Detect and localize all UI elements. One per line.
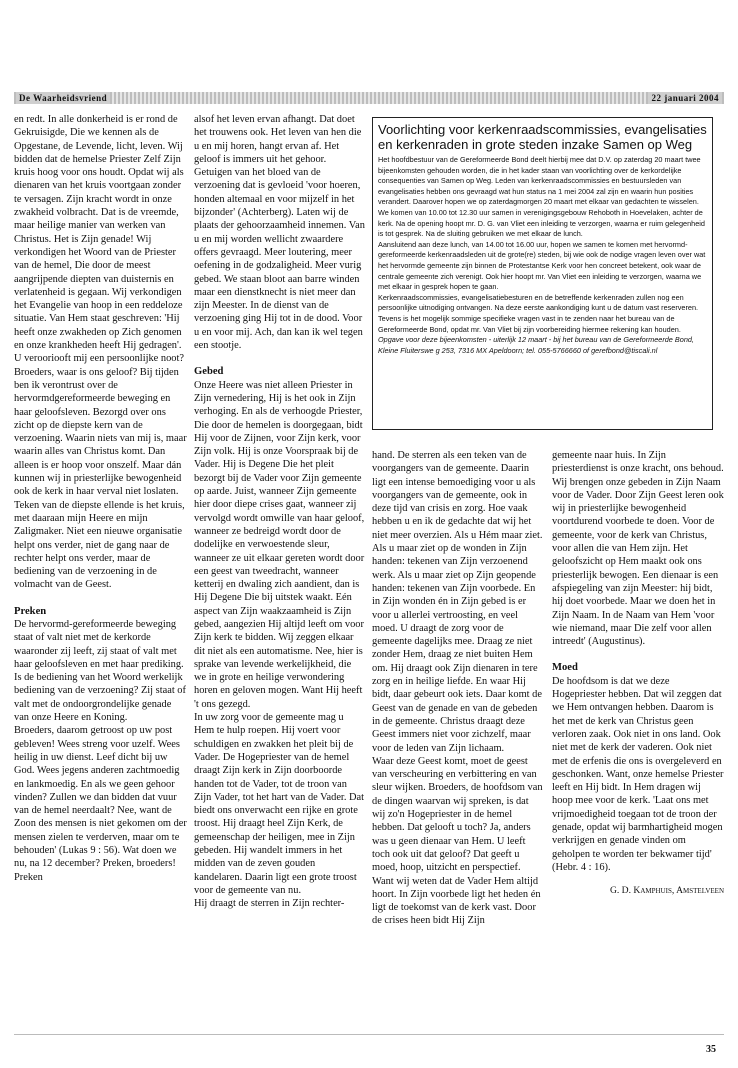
section-heading-gebed: Gebed — [194, 366, 224, 378]
paragraph: De hervormd-gereformeerde beweging staat of valt niet met de kerkorde waaronder zij leeft, zij staat of valt met haar geloofsleven en met haar prediking. Is de bediening van het Woord werkelijk bediening van de verzoening? Zij staat of valt met de ondoorgrondelijke genade van onze Heere en Koning. — [14, 618, 186, 724]
footer-rule — [14, 1034, 724, 1035]
paragraph: Waar deze Geest komt, moet de geest van verscheuring en verbittering en van sleur wijken. Broeders, de hoofdsom van de dingen waarvan wij spreken, is dat wij zo'n Hogepriester in de hemel hebben. Dat gelooft u toch? Ja, anders was u geen dienaar van Hem. U leeft toch ook uit dat geloof? Dat geeft u moed, hoop, uitzicht en perspectief. Want wij weten dat de Vader Hem altijd hoort. In Zijn voorbede ligt het heden én ligt de toekomst van de kerk vast. Door de crises heen bidt Hij Zijn — [372, 755, 543, 927]
issue-date: 22 januari 2004 — [648, 92, 722, 104]
paragraph: In uw zorg voor de gemeente mag u Hem te hulp roepen. Hij voert voor schuldigen en zwakken het pleit bij de Vader. De Hogepriester van de hemel draagt Zijn kerk in Zijn doorboorde handen tot de Vader, tot de troon van Zijn Vader, tot het hart van de Vader. Dat biedt ons onverwacht een rijke en grote troost. Hij draagt heel Zijn Kerk, de gemeenschap der heiligen, mee in Zijn gebeden. Hij wandelt immers in het midden van de zeven gouden kandelaren. Daarin ligt een grote troost voor de gemeente van nu. — [194, 712, 365, 896]
announcement-registration: Opgave voor deze bijeenkomsten - uiterlijk 12 maart - bij het bureau van de Gereformeerde Bond, Kleine Fluiterswe g 253, 7316 MX Apeldoorn; tel. 055-5766660 of gerefbond@tiscali.nl — [378, 335, 694, 355]
section-heading-preken: Preken — [14, 605, 47, 617]
paragraph: De hoofdsom is dat we deze Hogepriester hebben. Dat wil zeggen dat we Hem ontvangen hebben. Daarom is het met de kerk van Christus geen verloren zaak. Ook niet in ons land. Ook niet met de kerk der vaderen. Ook niet met de erfenis die ons is overgeleverd en geschonken. Want, onze hemelse Priester leeft en Hij bidt. In Hem dragen wij hoop mee voor de kerk. 'Laat ons met vrijmoedigheid toegaan tot de troon der genade, opdat wij barmhartigheid mogen verkrijgen en genade vinden om geholpen te worden ter bekwamer tijd' (Hebr. 4 : 16). — [552, 675, 724, 873]
announcement-box — [372, 117, 713, 430]
running-header — [14, 92, 724, 104]
announcement-paragraph: Aansluitend aan deze lunch, van 14.00 tot 16.00 uur, hopen we samen te komen met hervormd-gereformeerde kerkenraadsleden uit de grote(re) steden, bij wie ook de nodige vragen leven over wat het hervormde gemeente zijn binnen de Protestantse Kerk voor hen concreet betekent, ook waar de centrale gemeente zich verenigt. Ook hier hoopt mr. Van Vliet een inleiding te verzorgen, waarna we met elkaar in gesprek hopen te gaan. — [378, 239, 706, 292]
publication-name: De Waarheidsvriend — [16, 92, 110, 104]
column-1 — [14, 113, 187, 884]
author-signature: G. D. Kamphuis, Amstelveen — [609, 885, 724, 897]
paragraph: en redt. In alle donkerheid is er rond de Gekruisigde, Die we kennen als de Opgestane, de Levende, licht, leven. Wij bidden dat de hemelse Priester Zelf Zijn kruis hoog voor ons houdt. Opdat wij als dienaren van het kruis voortgaan zonder te versagen. Zijn kracht wordt in onze zwakheid volbracht. Dat is de vreemde, maar heilige manier van werken van Christus. Het is Zijn genade! Wij verkondigen het Woord van de Priester van de hemel, Die door de meest aangrijpende diepten van duisternis en verlatenheid is gegaan. Wij verkondigen het Evangelie van hoop in een reddeloze situatie. Van Hem staat geschreven: 'Hij heeft onze zwakheden op Zich genomen en onze krankheden heeft Hij gedragen'. — [14, 114, 184, 352]
paragraph: Broeders, daarom getroost op uw post gebleven! Wees streng voor uzelf. Wees heilig in uw dienst. Leef dicht bij uw God. Wees jegens anderen zachtmoedig en lankmoedig. En als we geen gehoor vinden? Zullen we dan bidden dat vuur van de hemel neerdaalt? Nee, want de Zoon des mensen is niet gekomen om der mensen zielen te verderven, maar om te behouden' (Lukas 9 : 56). Wat doen we nu, na 12 december? Preken, broeders! Preken — [14, 725, 187, 883]
paragraph: gemeente naar huis. In Zijn priesterdienst is onze kracht, ons behoud. Wij brengen onze gebeden in Zijn Naam voor de Vader. Door Zijn Geest leren ook wij in priesterlijke bewogenheid voortdurend voorbede te doen. Voor de gemeente, voor de kerk van Christus, voor allen die van Hem zijn. Het geloofszicht op Hem maakt ook ons priesterlijk bewogen. Een dienaar is een afspiegeling van zijn Meester: hij bidt, hij doet voorbede. Maar we doen het in Zijn Naam. In de Naam van Hem 'voor wie niemand, maar Die zelf voor allen intreedt' (Augustinus). — [552, 450, 724, 648]
paragraph: hand. De sterren als een teken van de voorgangers van de gemeente. Daarin ligt een intense bemoediging voor u als voorgangers van de gemeente, ook in deze tijd van crisis en zorg. Hoe vaak hebben u en ik de gedachte dat wij het niet meer overzien. Als u Hém maar ziet. Als u maar ziet op de wonden in Zijn handen: tekenen van Zijn verzoenend werk. Als u maar ziet op Zijn geopende handen: tekenen van Zijn voorbede. En in Zijn wonden én in Zijn gebed is er voor u allerlei vertroosting, en veel moed. U draagt de zorg voor de gemeente dagelijks mee. Draag ze niet zonder Hem, draag ze niet buiten Hem om. Hij draagt ook Zijn dienaren in tere zorg en in heilige liefde. En waar Hij bidt, daar gebeurt ook iets. Daar komt de Geest van de genade en van de gebeden in de gemeente. Christus draagt deze Geest immers niet voor zichzelf, maar voor de leden van Zijn lichaam. — [372, 450, 543, 754]
announcement-title: Voorlichting voor kerkenraadscommissies, evangelisaties en kerkenraden in grote steden inzake Samen op Weg — [378, 122, 707, 152]
column-4 — [552, 449, 724, 898]
section-heading-moed: Moed — [552, 662, 578, 674]
announcement-paragraph: Het hoofdbestuur van de Gereformeerde Bond deelt hierbij mee dat D.V. op zaterdag 20 maart twee bijeenkomsten gehouden worden, die in het kader staan van voorlichting over de kerkordelijke consequenties van Samen op Weg. Leden van kerkenraadscommissies en bestuursleden van evangelisaties hebben ons gevraagd wat hun status na 1 mei 2004 zal zijn en waarin hun posities verandert. Daarover hopen we op zaterdagmorgen 20 maart met elkaar van gedachten te wisselen. We komen van 10.00 tot 12.30 uur samen in verenigingsgebouw Rehoboth in Hoevelaken, achter de kerk. Na de opening hoopt mr. D. G. van Vliet een inleiding te verzorgen, waarna er ruim gelegenheid is tot gesprek. Na de sluiting gebruiken we met elkaar de lunch. — [378, 155, 705, 239]
column-2 — [194, 113, 365, 911]
page-number: 35 — [706, 1044, 716, 1055]
paragraph: Onze Heere was niet alleen Priester in Zijn vernedering, Hij is het ook in Zijn verhoging. En als de verhoogde Priester, Die door de hemelen is doorgegaan, bidt Hij voor de Zijnen, voor Zijn kerk, voor Zijn volk. Hij is onze Voorspraak bij de Vader. Hij is Degene Die het pleit bezorgt bij de Vader voor Zijn gemeente op aarde. Juist, wanneer Zijn gemeente hier door diepe crises gaat, wanneer zij vervolgd wordt omwille van haar geloof, wanneer ze bedreigd wordt door de dodelijke en verwoestende sleur, wanneer ze uit elkaar gereten wordt door een geest van tweedracht, wanneer ketterij en dwaling zich aandient, dan is Hij Degene Die bij uitstek waakt. Eén aspect van Zijn waakzaamheid is Zijn gebed, aangezien Hij altijd leeft om voor Zijn kerk te bidden. Wij zeggen elkaar dit niet als een automatisme. Nee, hier is sprake van levende werkelijkheid, die we in grote en heilige verwondering horen en geloven mogen. Want Hij heeft 't ons gezegd. — [194, 379, 365, 710]
column-3 — [372, 449, 543, 928]
paragraph: alsof het leven ervan afhangt. Dat doet het trouwens ook. Het leven van hen die u en mij horen, hangt ervan af. Het geloof is immers uit het gehoor. Getuigen van het bloed van de verzoening dat is gevloeid 'voor hoeren, honden altemaal en voor mijzelf in het bijzonder' (Achterberg). Laten wij de plaats der gehoorzaamheid innemen. Van u en mij worden wellicht zwaardere offers gevraagd. Meer loutering, meer oefening in de godzaligheid. Meer vurig gebed. We staan bloot aan barre winden maar een dienstknecht is niet meer dan zijn Meester. In de dienst van de verzoening ging Hij tot in de dood. Voor u en voor mij. Ach, dan kan ik wel tegen een stootje. — [194, 114, 365, 352]
announcement-paragraph: Kerkenraadscommissies, evangelisatiebesturen en de betreffende kerkenraden zullen nog een persoonlijke uitnodiging ontvangen. Na deze eerste aankondiging kunt u de datum vast reserveren. Tevens is het mogelijk sommige specifieke vragen vast in te zenden naar het bureau van de Gereformeerde Bond, opdat mr. Van Vliet bij zijn voorbereiding hiermee rekening kan houden. — [378, 292, 699, 334]
paragraph: U verooriooft mij een persoonlijke noot? Broeders, waar is ons geloof? Bij tijden ben ik verontrust over de hervormdgereformeerde beweging en haar geloofsleven. Bezorgd over ons zicht op de diepste kern van de verzoening. Waarin niets van mij is, maar waarin alles van Christus komt. Dan alleen is er hoop voor onszelf. Maar dán kunnen wij in priesterlijke bewogenheid ook de kerk in haar verval niet loslaten. Teken van de diepste ellende is het kruis, met daaraan mijn Heere en mijn Zaligmaker. Niet een nieuwe organisatie helpt ons verder, niet de gang naar de rechter helpt ons verder, maar de bediening van de verzoening in de volmacht van de Geest. — [14, 353, 187, 591]
paragraph: Hij draagt de sterren in Zijn rechter- — [194, 898, 345, 910]
